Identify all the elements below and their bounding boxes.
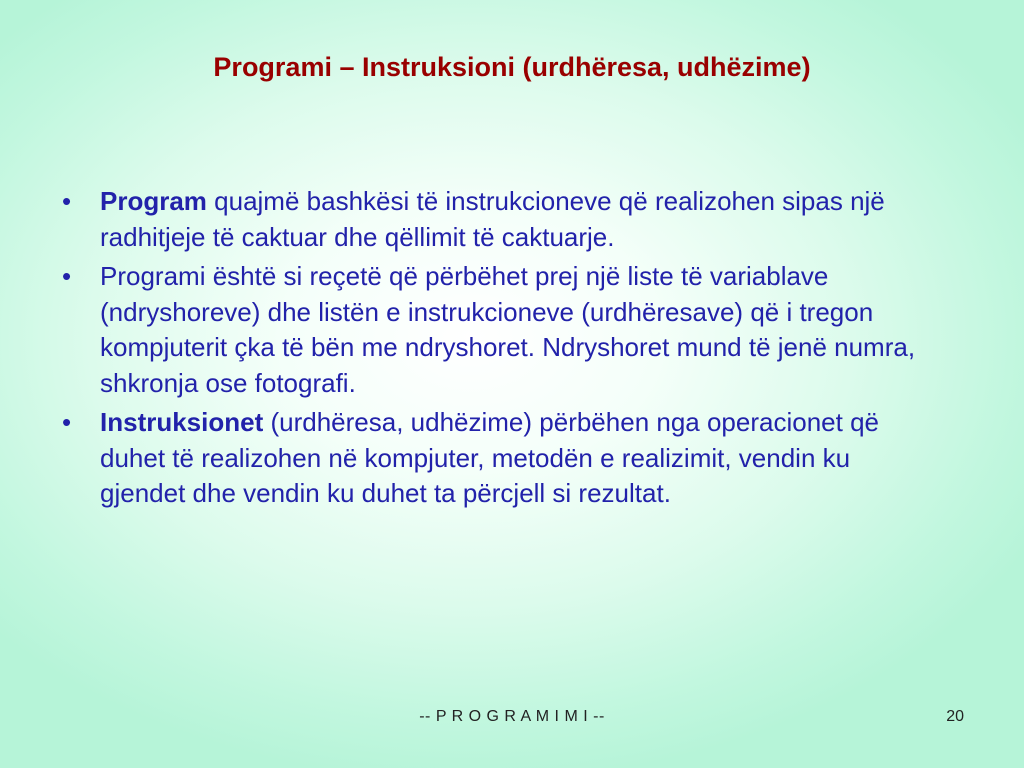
bullet-bold-term: Program: [100, 186, 207, 216]
bullet-text: [100, 259, 930, 401]
slide-title: Programi – Instruksioni (urdhëresa, udhëzime): [213, 52, 811, 82]
bullet-body: (urdhëresa, udhëzime) përbëhen nga operacionet që duhet të realizohen në kompjuter, metodën e realizimit, vendin ku gjendet dhe vendin ku duhet ta përcjell si rezultat.: [100, 407, 879, 508]
bullet-bold-term: Instruksionet: [100, 407, 264, 437]
bullet-list: [58, 184, 958, 516]
bullet-icon: •: [62, 407, 72, 437]
bullet-item: [58, 405, 958, 512]
bullet-icon: •: [62, 261, 72, 291]
bullet-body: quajmë bashkësi të instrukcioneve që realizohen sipas një radhitjeje të caktuar dhe qëllimit të caktuarje.: [100, 186, 885, 252]
bullet-text: [100, 405, 930, 512]
bullet-item: [58, 184, 958, 255]
slide-footer: -- P R O G R A M I M I --: [419, 708, 605, 725]
bullet-item: [58, 259, 958, 401]
bullet-icon: •: [62, 186, 72, 216]
bullet-body: Programi është si reçetë që përbëhet prej një liste të variablave (ndryshoreve) dhe listën e instrukcioneve (urdhëresave) që i tregon kompjuterit çka të bën me ndryshoret. Ndryshoret mund të jenë numra, shkronja ose fotografi.: [100, 261, 916, 398]
bullet-text: [100, 184, 930, 255]
page-number: 20: [946, 708, 964, 725]
